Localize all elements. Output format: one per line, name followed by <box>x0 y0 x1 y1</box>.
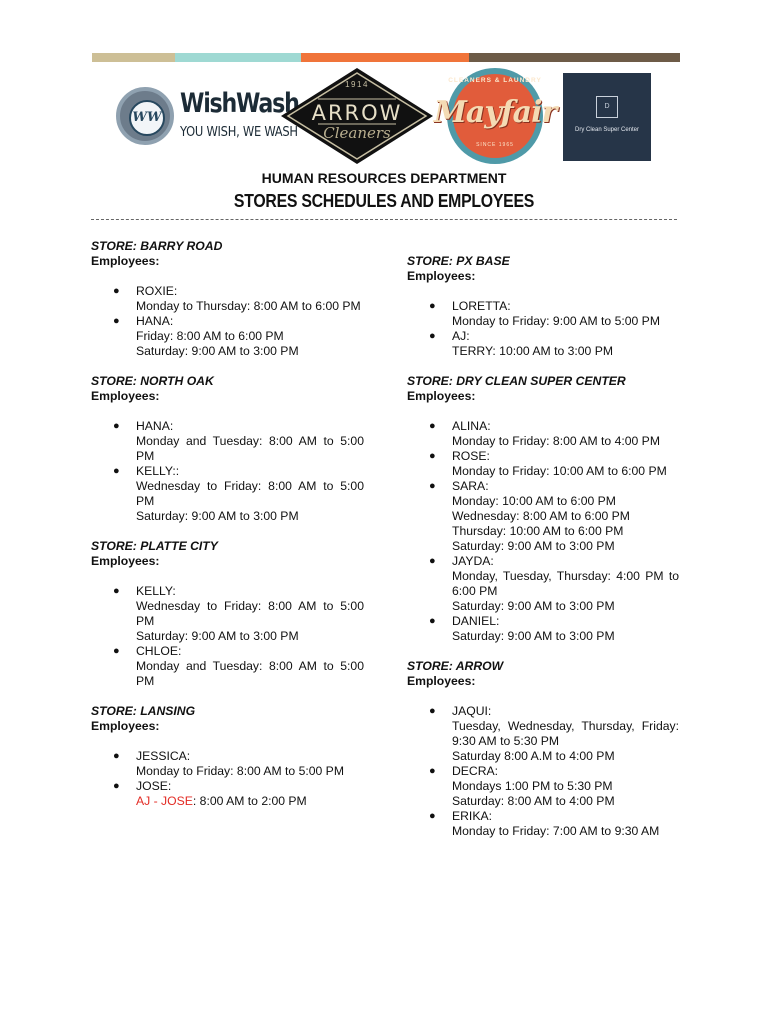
bullet-icon: ● <box>429 480 436 492</box>
employee-item <box>407 614 679 644</box>
employees-label: Employees: <box>407 269 476 283</box>
arrow-cleaners-logo <box>280 67 434 165</box>
schedule-line: Saturday: 8:00 AM to 4:00 PM <box>452 794 615 808</box>
employee-item <box>407 554 679 614</box>
employee-item <box>91 464 364 524</box>
schedule-line: Saturday: 9:00 AM to 3:00 PM <box>452 629 615 643</box>
employee-item <box>407 479 679 554</box>
employees-label: Employees: <box>91 254 160 268</box>
employee-item <box>407 299 679 329</box>
department-heading: HUMAN RESOURCES DEPARTMENT <box>261 170 507 186</box>
mayfair-logo-since: SINCE 1965 <box>476 142 514 148</box>
schedule-line: Monday to Friday: 8:00 AM to 5:00 PM <box>136 764 344 778</box>
bullet-icon: ● <box>429 765 436 777</box>
schedule-line: Saturday: 9:00 AM to 3:00 PM <box>452 599 615 613</box>
schedule-line: Thursday: 10:00 AM to 6:00 PM <box>452 524 624 538</box>
schedule-line: Monday, Tuesday, Thursday: 4:00 PM to 6:00 PM <box>452 569 679 598</box>
employee-list <box>407 419 679 644</box>
employee-name: JAYDA: <box>452 554 494 568</box>
bullet-icon: ● <box>113 645 120 657</box>
schedule-line: Saturday: 9:00 AM to 3:00 PM <box>136 344 299 358</box>
schedule-line: Friday: 8:00 AM to 6:00 PM <box>136 329 284 343</box>
employee-name: JESSICA: <box>136 749 191 763</box>
bullet-icon: ● <box>429 810 436 822</box>
schedule-line: Monday to Thursday: 8:00 AM to 6:00 PM <box>136 299 361 313</box>
highlighted-schedule-prefix: AJ - JOSE <box>136 794 193 808</box>
schedule-line: Mondays 1:00 PM to 5:30 PM <box>452 779 613 793</box>
bullet-icon: ● <box>429 420 436 432</box>
store-section <box>407 374 679 644</box>
employee-name: JAQUI: <box>452 704 492 718</box>
employee-item <box>91 584 364 644</box>
schedule-line: TERRY: 10:00 AM to 3:00 PM <box>452 344 614 358</box>
bullet-icon: ● <box>113 585 120 597</box>
employee-name: HANA: <box>136 314 174 328</box>
employee-name: DECRA: <box>452 764 499 778</box>
employee-name: KELLY:: <box>136 464 180 478</box>
employee-list <box>91 419 364 524</box>
bullet-icon: ● <box>429 555 436 567</box>
wishwash-initials: WW <box>129 100 165 136</box>
dry-clean-mark-icon: D <box>596 96 618 118</box>
bullet-icon: ● <box>113 285 120 297</box>
employees-label: Employees: <box>407 674 476 688</box>
page-title: STORES SCHEDULES AND EMPLOYEES <box>233 191 535 211</box>
store-name: STORE: NORTH OAK <box>91 374 214 388</box>
employee-name: CHLOE: <box>136 644 182 658</box>
bullet-icon: ● <box>113 315 120 327</box>
store-name: STORE: ARROW <box>407 659 504 673</box>
mayfair-logo <box>433 67 557 165</box>
employee-name: AJ: <box>452 329 470 343</box>
schedule-line: Monday and Tuesday: 8:00 AM to 5:00 PM <box>136 434 364 463</box>
schedule-line: Saturday: 9:00 AM to 3:00 PM <box>136 509 299 523</box>
bullet-icon: ● <box>113 465 120 477</box>
store-section <box>407 254 679 359</box>
store-name: STORE: DRY CLEAN SUPER CENTER <box>407 374 626 388</box>
arrow-logo-subtitle: Cleaners <box>323 124 391 142</box>
employee-name: LORETTA: <box>452 299 511 313</box>
employee-name: JOSE: <box>136 779 172 793</box>
schedule-line: Wednesday to Friday: 8:00 AM to 5:00 PM <box>136 599 364 628</box>
employees-label: Employees: <box>407 389 476 403</box>
employee-item <box>407 449 679 479</box>
bullet-icon: ● <box>429 705 436 717</box>
wishwash-logo-name: WishWash <box>180 88 299 119</box>
arrow-logo-year: 1914 <box>345 80 369 89</box>
wishwash-logo-icon <box>116 87 174 145</box>
employee-item <box>407 419 679 449</box>
store-name: STORE: PX BASE <box>407 254 510 268</box>
store-section <box>91 539 364 689</box>
store-section <box>91 704 364 809</box>
arrow-logo-name: ARROW <box>311 101 403 125</box>
schedule-line: Monday: 10:00 AM to 6:00 PM <box>452 494 616 508</box>
employee-item <box>91 314 364 359</box>
schedule-text: : 8:00 AM to 2:00 PM <box>192 794 307 808</box>
employee-name: DANIEL: <box>452 614 500 628</box>
employee-item <box>91 284 364 314</box>
bullet-icon: ● <box>429 615 436 627</box>
employee-name: ROXIE: <box>136 284 178 298</box>
schedule-line: Monday to Friday: 8:00 AM to 4:00 PM <box>452 434 660 448</box>
color-bar-segment-1 <box>92 53 175 62</box>
employee-name: KELLY: <box>136 584 176 598</box>
mayfair-logo-name: Mayfair <box>433 95 557 130</box>
store-section <box>91 239 364 359</box>
bullet-icon: ● <box>113 420 120 432</box>
employee-item <box>91 779 364 809</box>
store-name: STORE: BARRY ROAD <box>91 239 223 253</box>
employee-list <box>407 704 679 839</box>
employee-item <box>91 749 364 779</box>
employee-name: SARA: <box>452 479 489 493</box>
color-bar-segment-2 <box>175 53 301 62</box>
schedule-line: Wednesday: 8:00 AM to 6:00 PM <box>452 509 630 523</box>
schedule-line: Monday to Friday: 10:00 AM to 6:00 PM <box>452 464 667 478</box>
employee-name: ROSE: <box>452 449 490 463</box>
bullet-icon: ● <box>429 300 436 312</box>
bullet-icon: ● <box>113 750 120 762</box>
schedule-line: Saturday 8:00 A.M to 4:00 PM <box>452 749 615 763</box>
right-column <box>407 254 679 854</box>
employees-label: Employees: <box>91 389 160 403</box>
store-section <box>407 659 679 839</box>
mayfair-logo-arc-text: CLEANERS & LAUNDRY <box>448 77 542 84</box>
employees-label: Employees: <box>91 554 160 568</box>
header-color-bar <box>92 53 680 62</box>
schedule-line: Monday and Tuesday: 8:00 AM to 5:00 PM <box>136 659 364 688</box>
schedule-line: Saturday: 9:00 AM to 3:00 PM <box>136 629 299 643</box>
schedule-line: Monday to Friday: 9:00 AM to 5:00 PM <box>452 314 660 328</box>
employee-name: ALINA: <box>452 419 491 433</box>
employee-item <box>91 419 364 464</box>
employee-item <box>407 329 679 359</box>
schedule-line: Saturday: 9:00 AM to 3:00 PM <box>452 539 615 553</box>
bullet-icon: ● <box>429 330 436 342</box>
dry-clean-super-center-logo <box>563 73 651 161</box>
employee-name: ERIKA: <box>452 809 492 823</box>
employee-list <box>91 284 364 359</box>
employee-name: HANA: <box>136 419 174 433</box>
employee-item <box>407 704 679 764</box>
left-column <box>91 239 364 824</box>
employee-list <box>407 299 679 359</box>
employee-item <box>407 809 679 839</box>
color-bar-segment-4 <box>469 53 680 62</box>
dry-clean-logo-text: Dry Clean Super Center <box>574 127 640 133</box>
wishwash-logo-tagline: YOU WISH, WE WASH <box>180 124 298 140</box>
bullet-icon: ● <box>429 450 436 462</box>
dashed-divider <box>91 219 677 220</box>
schedule-line <box>136 794 364 809</box>
store-name: STORE: LANSING <box>91 704 196 718</box>
schedule-line: Tuesday, Wednesday, Thursday, Friday: 9:30 AM to 5:30 PM <box>452 719 679 748</box>
employee-list <box>91 584 364 689</box>
store-name: STORE: PLATTE CITY <box>91 539 218 553</box>
store-section <box>91 374 364 524</box>
schedule-line: Monday to Friday: 7:00 AM to 9:30 AM <box>452 824 660 838</box>
employee-item <box>91 644 364 689</box>
employee-item <box>407 764 679 809</box>
color-bar-segment-3 <box>301 53 469 62</box>
employees-label: Employees: <box>91 719 160 733</box>
schedule-line: Wednesday to Friday: 8:00 AM to 5:00 PM <box>136 479 364 508</box>
bullet-icon: ● <box>113 780 120 792</box>
employee-list <box>91 749 364 809</box>
